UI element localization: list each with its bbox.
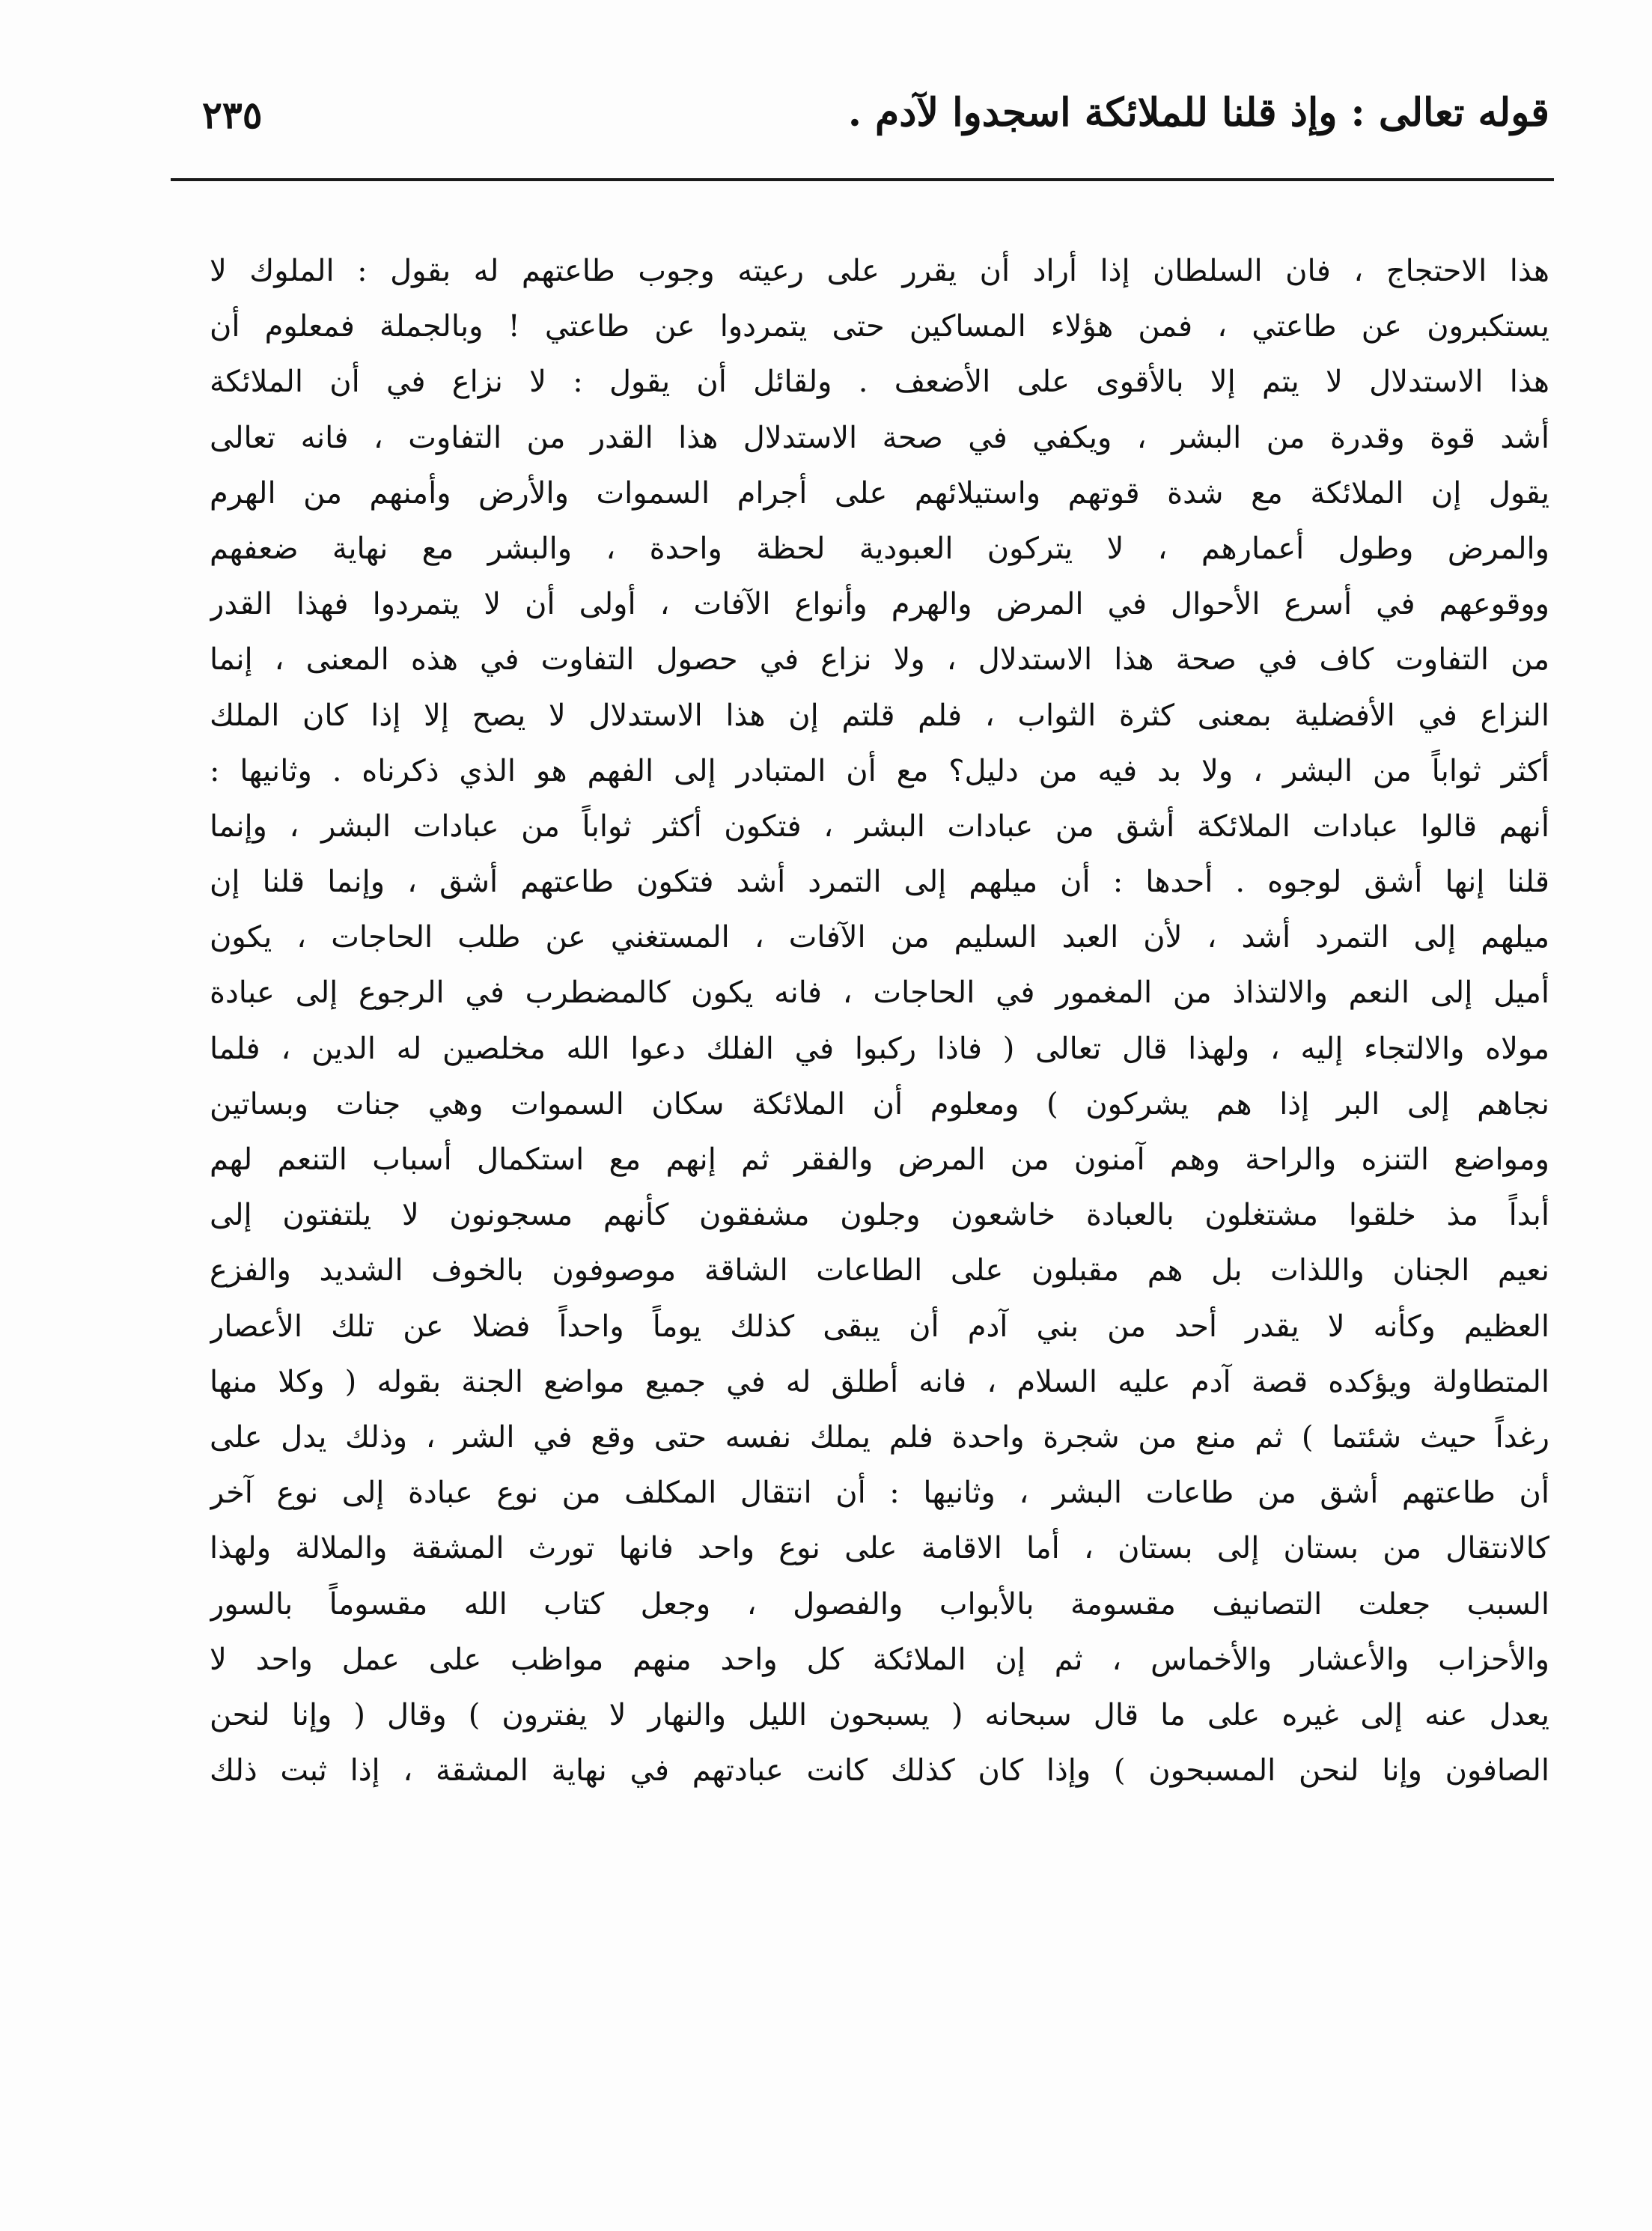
text-line: ومواضع التنزه والراحة وهم آمنون من المرض والفقر ثم إنهم مع استكمال أسباب التنعم لهم [210, 1142, 1549, 1177]
text-line: كالانتقال من بستان إلى بستان ، أما الاقامة على نوع واحد فانها تورث المشقة والملالة ولهذا [210, 1531, 1549, 1566]
text-line: أبداً مذ خلقوا مشتغلون بالعبادة خاشعون وجلون مشفقون كأنهم مسجونون لا يلتفتون إلى [210, 1198, 1549, 1233]
header-title: قوله تعالى : وإذ قلنا للملائكة اسجدوا لآدم . [847, 90, 1549, 136]
text-line: هذا الاحتجاج ، فان السلطان إذا أراد أن يقرر على رعيته وجوب طاعتهم له بقول : الملوك لا [210, 254, 1549, 288]
text-line: أكثر ثواباً من البشر ، ولا بد فيه من دليل؟ مع أن المتبادر إلى الفهم هو الذي ذكرناه . وثانيها : [210, 753, 1549, 788]
text-line: النزاع في الأفضلية بمعنى كثرة الثواب ، فلم قلتم إن هذا الاستدلال لا يصح إلا إذا كان الملك [210, 698, 1549, 733]
text-line: أنهم قالوا عبادات الملائكة أشق من عبادات البشر ، فتكون أكثر ثواباً من عبادات البشر ، وإنما [210, 809, 1549, 844]
page-number: ٢٣٥ [202, 93, 263, 137]
text-line: والأحزاب والأعشار والأخماس ، ثم إن الملائكة كل واحد منهم مواظب على عمل واحد لا [210, 1642, 1549, 1677]
text-line: مولاه والالتجاء إليه ، ولهذا قال تعالى ( فاذا ركبوا في الفلك دعوا الله مخلصين له الدين ، فلما [210, 1031, 1549, 1066]
text-line: ميلهم إلى التمرد أشد ، لأن العبد السليم من الآفات ، المستغني عن طلب الحاجات ، يكون [210, 920, 1549, 955]
text-line: نعيم الجنان واللذات بل هم مقبلون على الطاعات الشاقة موصوفون بالخوف الشديد والفزع [210, 1253, 1549, 1288]
text-line: هذا الاستدلال لا يتم إلا بالأقوى على الأضعف . ولقائل أن يقول : لا نزاع في أن الملائكة [210, 365, 1549, 400]
text-line: نجاهم إلى البر إذا هم يشركون ) ومعلوم أن الملائكة سكان السموات وهي جنات وبساتين [210, 1086, 1549, 1121]
header-divider [171, 178, 1554, 181]
text-line: من التفاوت كاف في صحة هذا الاستدلال ، ولا نزاع في حصول التفاوت في هذه المعنى ، إنما [210, 642, 1549, 678]
text-line: العظيم وكأنه لا يقدر أحد من بني آدم أن يبقى كذلك يوماً واحداً فضلا عن تلك الأعصار [210, 1309, 1549, 1344]
running-header [172, 75, 1549, 157]
text-line: أن طاعتهم أشق من طاعات البشر ، وثانيها : أن انتقال المكلف من نوع عبادة إلى نوع آخر [210, 1476, 1549, 1511]
text-line: ووقوعهم في أسرع الأحوال في المرض والهرم وأنواع الآفات ، أولى أن لا يتمردوا فهذا القدر [210, 587, 1549, 622]
text-line: والمرض وطول أعمارهم ، لا يتركون العبودية لحظة واحدة ، والبشر مع نهاية ضعفهم [210, 531, 1549, 566]
text-line: المتطاولة ويؤكده قصة آدم عليه السلام ، فانه أطلق له في جميع مواضع الجنة بقوله ( وكلا منها [210, 1364, 1549, 1399]
text-line: يقول إن الملائكة مع شدة قوتهم واستيلائهم على أجرام السموات والأرض وأمنهم من الهرم [210, 475, 1549, 511]
text-line: الصافون وإنا لنحن المسبحون ) وإذا كان كذلك كانت عبادتهم في نهاية المشقة ، إذا ثبت ذلك [210, 1753, 1549, 1789]
text-line: رغداً حيث شئتما ) ثم منع من شجرة واحدة فلم يملك نفسه حتى وقع في الشر ، وذلك يدل على [210, 1419, 1549, 1455]
text-line: السبب جعلت التصانيف مقسومة بالأبواب والفصول ، وجعل كتاب الله مقسوماً بالسور [210, 1586, 1549, 1622]
text-line: يعدل عنه إلى غيره على ما قال سبحانه ( يسبحون الليل والنهار لا يفترون ) وقال ( وإنا لنحن [210, 1697, 1549, 1732]
text-line: أميل إلى النعم والالتذاذ من المغمور في الحاجات ، فانه يكون كالمضطرب في الرجوع إلى عبادة [210, 976, 1549, 1011]
text-line: يستكبرون عن طاعتي ، فمن هؤلاء المساكين حتى يتمردوا عن طاعتي ! وبالجملة فمعلوم أن [210, 309, 1549, 344]
body-text [210, 243, 1549, 1798]
text-line: قلنا إنها أشق لوجوه . أحدها : أن ميلهم إلى التمرد أشد فتكون طاعتهم أشق ، وإنما قلنا إن [210, 865, 1549, 900]
text-line: أشد قوة وقدرة من البشر ، ويكفي في صحة الاستدلال هذا القدر من التفاوت ، فانه تعالى [210, 420, 1549, 455]
